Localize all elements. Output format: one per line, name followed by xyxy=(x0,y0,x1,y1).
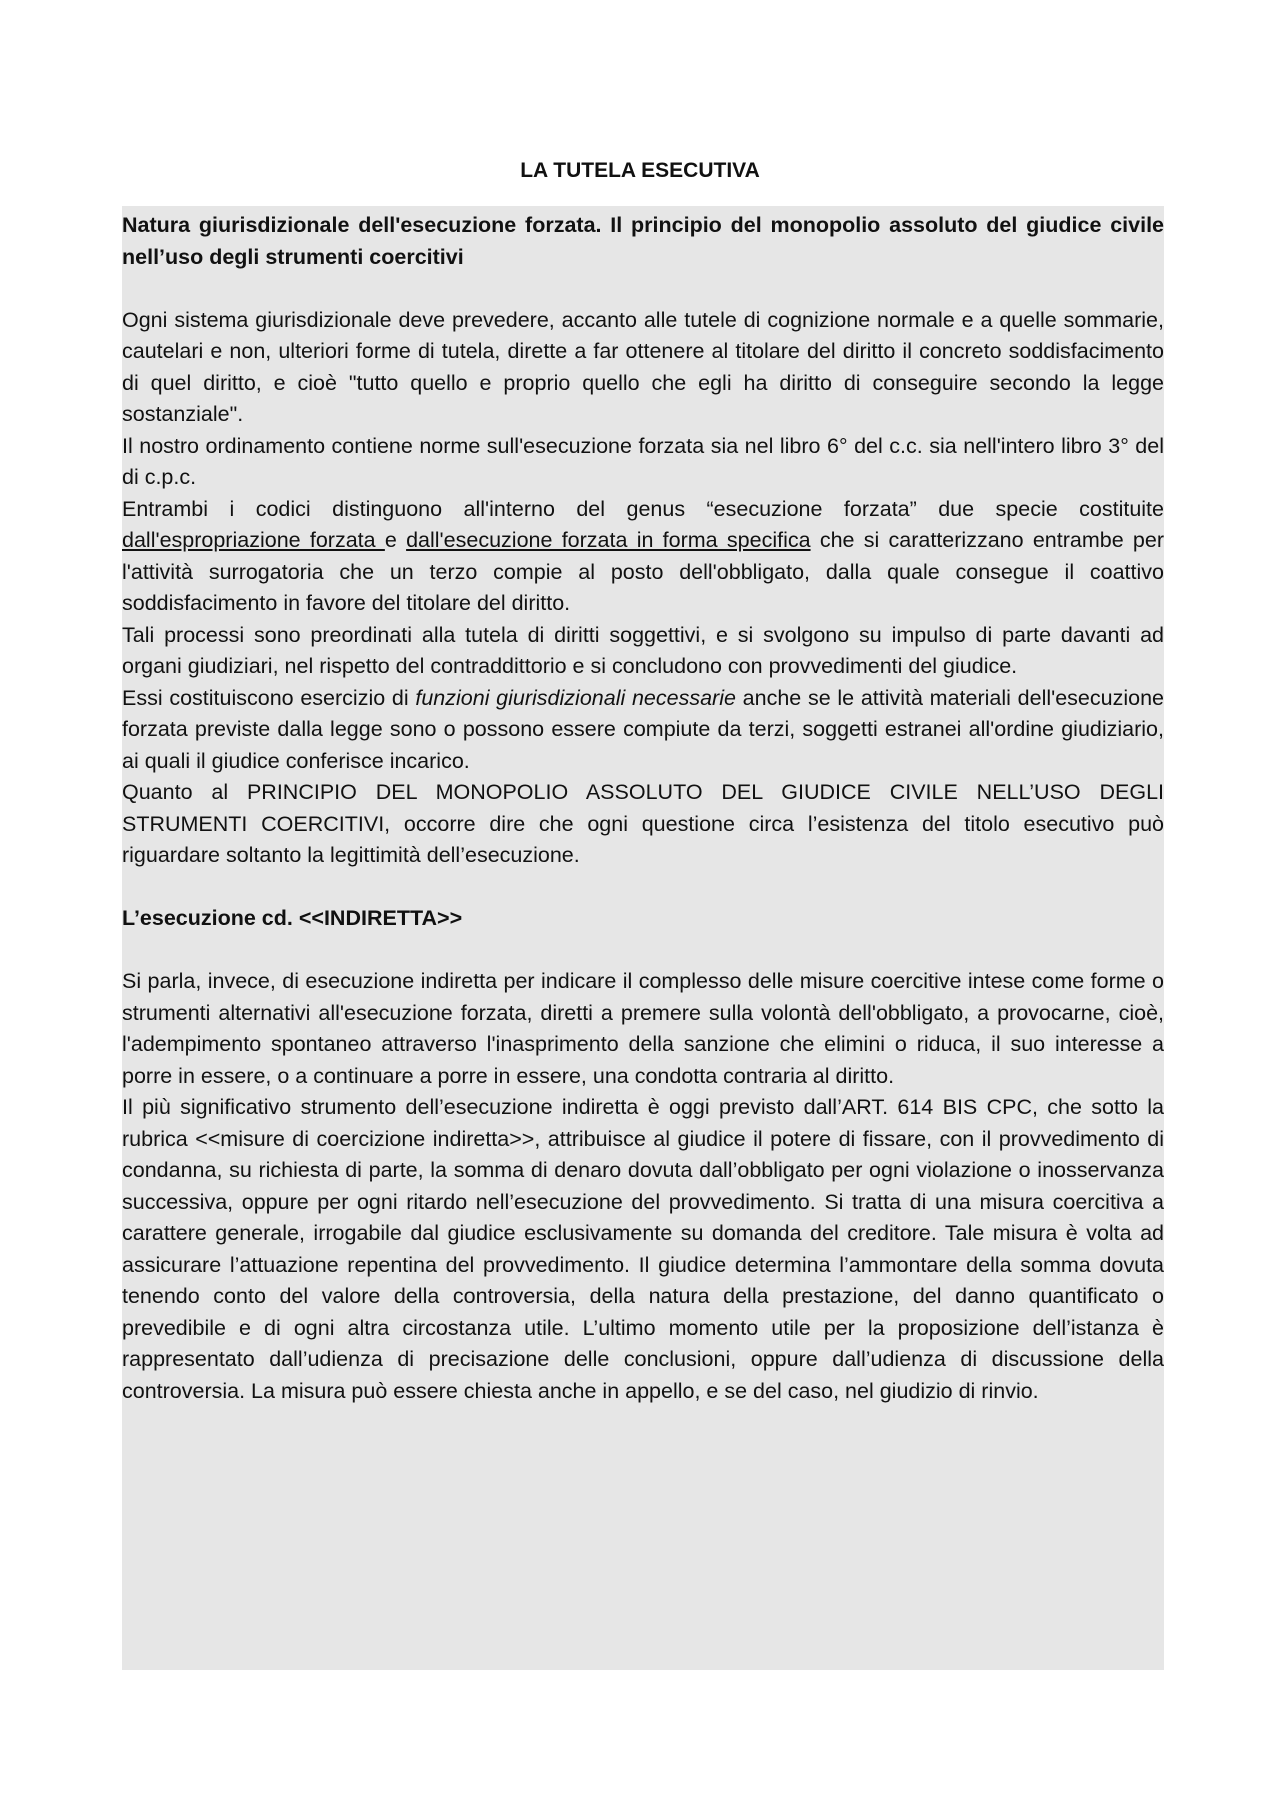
text-run: anche se le attività materiali dell'esecuzione forzata previste dalla legge sono o possono essere compiute da terzi, soggetti estranei all'ordine giudiziario, ai quali il giudice conferisce incarico. xyxy=(122,685,1164,773)
paragraph: Tali processi sono preordinati alla tutela di diritti soggettivi, e si svolgono su impulso di parte davanti ad organi giudiziari, nel rispetto del contraddittorio e si concludono con provvedimenti del giudice. xyxy=(122,622,1164,678)
text-run: Essi costituiscono esercizio di xyxy=(122,685,416,710)
text-run: che si caratterizzano entrambe per l'attività surrogatoria che un terzo compie al posto dell'obbligato, dalla quale consegue il coattivo soddisfacimento in favore del titolare del diritto. xyxy=(122,528,1165,615)
spacer xyxy=(122,273,1164,305)
section-heading-natura: Natura giurisdizionale dell'esecuzione forzata. Il principio del monopolio assoluto del giudice civile nell’uso degli strumenti coercitivi xyxy=(122,213,1164,269)
paragraph: Il nostro ordinamento contiene norme sull'esecuzione forzata sia nel libro 6° del c.c. sia nell'intero libro 3° del di c.p.c. xyxy=(122,433,1164,489)
document-title: LA TUTELA ESECUTIVA xyxy=(520,159,760,182)
paragraph: Quanto al PRINCIPIO DEL MONOPOLIO ASSOLUTO DEL GIUDICE CIVILE NELL’USO DEGLI STRUMENTI COERCITIVI, occorre dire che ogni questione circa l’esistenza del titolo esecutivo può riguardare soltanto la legittimità dell’esecuzione. xyxy=(122,780,1164,867)
underlined-text: dall'esecuzione forzata in forma specifica xyxy=(406,528,811,552)
section-heading-esecuzione-indiretta: L’esecuzione cd. <<INDIRETTA>> xyxy=(122,906,463,930)
underlined-text: dall'espropriazione forzata xyxy=(122,528,385,552)
italic-text: funzioni giurisdizionali necessarie xyxy=(415,685,736,710)
paragraph xyxy=(122,683,1164,778)
spacer xyxy=(122,935,1164,967)
paragraph: Il più significativo strumento dell’esecuzione indiretta è oggi previsto dall’ART. 614 BIS CPC, che sotto la rubrica <<misure di coercizione indiretta>>, attribuisce al giudice il potere di fissare, con il provvedimento di condanna, su richiesta di parte, la somma di denaro dovuta dall’obbligato per ogni violazione o inosservanza successiva, oppure per ogni ritardo nell’esecuzione del provvedimento. Si tratta di una misura coercitiva a carattere generale, irrogabile dal giudice esclusivamente su domanda del creditore. Tale misura è volta ad assicurare l’attuazione repentina del provvedimento. Il giudice determina l’ammontare della somma dovuta tenendo conto del valore della controversia, della natura della prestazione, del danno quantificato o prevedibile e di ogni altra circostanza utile. L’ultimo momento utile per la proposizione dell’istanza è rappresentato dall’udienza di precisazione delle conclusioni, oppure dall’udienza di discussione della controversia. La misura può essere chiesta anche in appello, e se del caso, nel giudizio di rinvio. xyxy=(122,1095,1164,1403)
text-run: e xyxy=(384,528,407,552)
text-run: Entrambi i codici distinguono all'interno del genus “esecuzione forzata” due specie costituite xyxy=(122,496,1164,521)
paragraph xyxy=(122,494,1164,620)
document-body xyxy=(122,210,1164,1407)
paragraph: Si parla, invece, di esecuzione indiretta per indicare il complesso delle misure coercitive intese come forme o strumenti alternativi all'esecuzione forzata, diretti a premere sulla volontà dell'obbligato, a provocarne, cioè, l'adempimento spontaneo attraverso l'inasprimento della sanzione che elimini o riduca, il suo interesse a porre in essere, o a continuare a porre in essere, una condotta contraria al diritto. xyxy=(122,969,1164,1088)
paragraph: Ogni sistema giurisdizionale deve prevedere, accanto alle tutele di cognizione normale e a quelle sommarie, cautelari e non, ulteriori forme di tutela, dirette a far ottenere al titolare del diritto il concreto soddisfacimento di quel diritto, e cioè "tutto quello e proprio quello che egli ha diritto di conseguire secondo la legge sostanziale". xyxy=(122,307,1164,426)
spacer xyxy=(122,872,1164,904)
